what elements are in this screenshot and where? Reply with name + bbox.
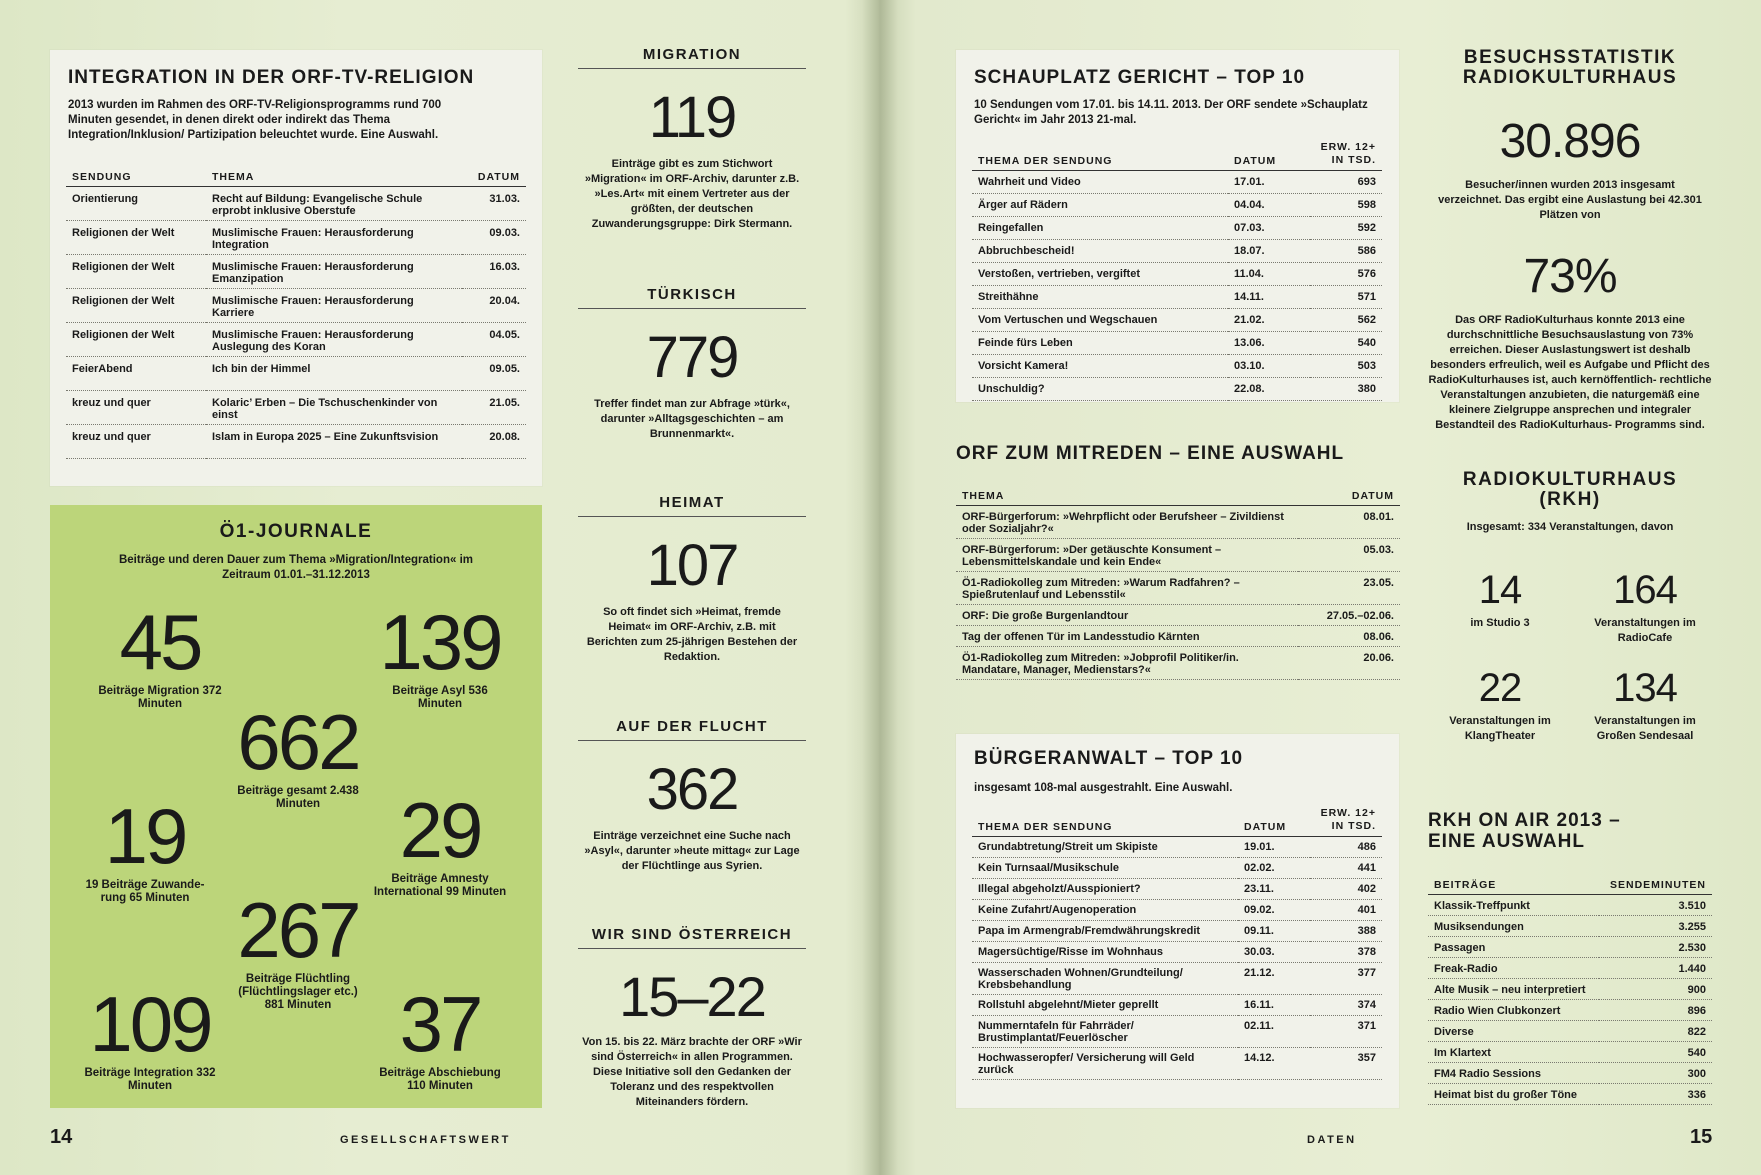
row-minutes: 1.440 [1599, 958, 1712, 979]
journale-intro: Beiträge und deren Dauer zum Thema »Migration/Integration« im Zeitraum 01.01.–31.12.2013 [118, 554, 473, 581]
journale-stat-label: Beiträge gesamt 2.438 Minuten [237, 785, 359, 810]
row-datum: 05.03. [1298, 539, 1400, 572]
table-row [972, 217, 1382, 240]
table-row [1428, 1063, 1712, 1084]
row-erw: 503 [1310, 355, 1382, 378]
table-row [972, 171, 1382, 194]
table-row [972, 355, 1382, 378]
row-datum: 09.11. [1238, 921, 1310, 942]
middle-value: 15–22 [619, 965, 765, 1028]
row-name: Heimat bist du großer Töne [1428, 1084, 1599, 1105]
journale-box [50, 505, 542, 1108]
row-erw: 576 [1310, 263, 1382, 286]
row-thema: Ärger auf Rädern [972, 194, 1228, 217]
col-thema: THEMA [956, 487, 1298, 506]
row-datum: 14.12. [1238, 1048, 1310, 1080]
row-datum: 20.06. [1298, 647, 1400, 680]
middle-text: Treffer findet man zur Abfrage »türk«, darunter »Alltagsgeschichten – am Brunnenmarkt«. [594, 398, 790, 440]
mitreden-title: ORF ZUM MITREDEN – EINE AUSWAHL [956, 443, 1345, 464]
row-datum: 18.07. [1228, 240, 1310, 263]
row-minutes: 3.255 [1599, 916, 1712, 937]
row-minutes: 900 [1599, 979, 1712, 1000]
left-footer-label: GESELLSCHAFTSWERT [340, 1134, 511, 1146]
row-erw: 598 [1310, 194, 1382, 217]
row-datum: 11.04. [1228, 263, 1310, 286]
middle-text: So oft findet sich »Heimat, fremde Heimat« im ORF-Archiv, z.B. mit Berichten zum 25-jährigen Bestehen der Redaktion. [586, 606, 798, 663]
row-minutes: 336 [1599, 1084, 1712, 1105]
book-gutter [862, 0, 898, 1175]
middle-value: 119 [648, 85, 736, 150]
besuch-title-2: RADIOKULTURHAUS [1462, 67, 1678, 88]
col-thema: THEMA [206, 168, 462, 187]
row-erw: 540 [1310, 332, 1382, 355]
rkh-stat [1440, 570, 1560, 631]
gericht-card [956, 50, 1399, 402]
table-row [66, 425, 526, 459]
besuch-text-2: Das ORF RadioKulturhaus konnte 2013 eine durchschnittliche Besuchsauslastung von 73% erreichen. Dieser Auslastungswert ist deshalb besonders erfreulich, weil es Aufgabe und Pflicht des RadioKulturhauses ist, auch kernöffentlich- rechtliche Veranstaltungen anzubieten, die naturgemäß eine kleinere Zielgruppe ansprechen und integraler Bestandteil des RadioKulturhaus- Programms sind. [1428, 314, 1712, 431]
row-name: Radio Wien Clubkonzert [1428, 1000, 1599, 1021]
rkh-stat [1440, 668, 1560, 744]
besuch-value-1: 30.896 [1499, 115, 1641, 168]
row-thema: Illegal abgeholzt/Ausspioniert? [972, 879, 1238, 900]
table-row [972, 286, 1382, 309]
journale-stat-label: 19 Beiträge Zuwande- rung 65 Minuten [85, 879, 205, 904]
row-thema: Grundabtretung/Streit um Skipiste [972, 837, 1238, 858]
journale-stat-label: Beiträge Flüchtling (Flüchtlingslager etc.) 881 Minuten [238, 973, 358, 1011]
middle-value: 107 [646, 533, 738, 598]
middle-section [578, 718, 806, 874]
besuch-title-1: BESUCHSSTATISTIK [1463, 47, 1677, 68]
middle-text: Einträge verzeichnet eine Suche nach »Asyl«, darunter »heute mittag« zur Lage der Flüchtlinge aus Syrien. [584, 830, 800, 872]
row-name: Diverse [1428, 1021, 1599, 1042]
table-row [972, 921, 1382, 942]
row-thema: Kein Turnsaal/Musikschule [972, 858, 1238, 879]
table-row [972, 995, 1382, 1016]
onair-table [1428, 876, 1712, 1105]
table-row [956, 572, 1400, 605]
middle-section [578, 46, 806, 232]
row-thema: Islam in Europa 2025 – Eine Zukunftsvision [206, 425, 462, 459]
row-name: Klassik-Treffpunkt [1428, 895, 1599, 916]
middle-heading: HEIMAT [578, 494, 806, 517]
middle-value: 779 [646, 325, 738, 390]
middle-heading: TÜRKISCH [578, 286, 806, 309]
row-erw: 693 [1310, 171, 1382, 194]
rkh-stat [1570, 668, 1720, 744]
table-row [972, 378, 1382, 401]
right-page-number: 15 [1690, 1126, 1713, 1148]
table-row [972, 1048, 1382, 1080]
row-datum: 09.03. [462, 221, 526, 255]
row-thema: Vom Vertuschen und Wegschauen [972, 309, 1228, 332]
row-minutes: 3.510 [1599, 895, 1712, 916]
row-erw: 357 [1310, 1048, 1382, 1080]
table-row [1428, 916, 1712, 937]
journale-stat [360, 598, 520, 711]
table-row [956, 506, 1400, 539]
rkh-stat-value: 134 [1613, 666, 1677, 710]
table-row [972, 858, 1382, 879]
row-sendung: Religionen der Welt [66, 323, 206, 357]
row-erw: 562 [1310, 309, 1382, 332]
row-datum: 16.11. [1238, 995, 1310, 1016]
row-datum: 14.11. [1228, 286, 1310, 309]
row-thema: Keine Zufahrt/Augenoperation [972, 900, 1238, 921]
rkh-title-1: RADIOKULTURHAUS [1462, 469, 1678, 490]
gericht-table [972, 138, 1382, 401]
row-datum: 22.08. [1228, 378, 1310, 401]
row-thema: Ö1-Radiokolleg zum Mitreden: »Jobprofil Politiker/in. Mandatare, Manager, Medienstars?« [956, 647, 1298, 680]
middle-section [578, 286, 806, 442]
journale-stat [360, 786, 520, 899]
row-datum: 17.01. [1228, 171, 1310, 194]
journale-stat-value: 662 [237, 698, 359, 786]
row-thema: Unschuldig? [972, 378, 1228, 401]
mitreden-table [956, 487, 1400, 680]
besuch-text-1: Besucher/innen wurden 2013 insgesamt verzeichnet. Das ergibt eine Auslastung bei 42.301 Plätzen von [1438, 179, 1702, 221]
journale-stat-value: 19 [104, 792, 186, 880]
row-erw: 401 [1310, 900, 1382, 921]
rkh-stat-label: Veranstaltungen im Großen Sendesaal [1594, 715, 1696, 742]
journale-stat [360, 980, 520, 1093]
journale-stat [65, 980, 235, 1093]
onair-title-1: RKH ON AIR 2013 – [1428, 810, 1621, 831]
row-datum: 08.06. [1298, 626, 1400, 647]
row-datum: 20.08. [462, 425, 526, 459]
rkh-stat-value: 14 [1478, 568, 1522, 612]
row-minutes: 896 [1599, 1000, 1712, 1021]
col-datum: DATUM [1228, 138, 1310, 171]
journale-stat-label: Beiträge Asyl 536 Minuten [392, 685, 488, 710]
row-erw: 486 [1310, 837, 1382, 858]
row-sendung: Religionen der Welt [66, 255, 206, 289]
row-datum: 04.04. [1228, 194, 1310, 217]
row-sendung: kreuz und quer [66, 425, 206, 459]
table-row [972, 263, 1382, 286]
row-minutes: 300 [1599, 1063, 1712, 1084]
table-row [972, 240, 1382, 263]
row-datum: 08.01. [1298, 506, 1400, 539]
row-datum: 02.02. [1238, 858, 1310, 879]
row-erw: 388 [1310, 921, 1382, 942]
row-datum: 21.05. [462, 391, 526, 425]
row-minutes: 540 [1599, 1042, 1712, 1063]
row-datum: 23.11. [1238, 879, 1310, 900]
buergeranwalt-table [972, 804, 1382, 1080]
table-row [972, 963, 1382, 995]
buergeranwalt-title: BÜRGERANWALT – TOP 10 [974, 748, 1244, 769]
rkh-stat-value: 164 [1613, 568, 1677, 612]
table-row [1428, 1021, 1712, 1042]
middle-text: Von 15. bis 22. März brachte der ORF »Wir sind Österreich« in allen Programmen. Diese Initiative soll den Gedanken der Toleranz und des respektvollen Miteinanders fördern. [582, 1036, 802, 1108]
journale-stat-value: 45 [119, 598, 201, 686]
row-thema: Rollstuhl abgelehnt/Mieter geprellt [972, 995, 1238, 1016]
row-sendung: FeierAbend [66, 357, 206, 391]
table-row [972, 879, 1382, 900]
row-thema: ORF: Die große Burgenlandtour [956, 605, 1298, 626]
col-datum: DATUM [462, 168, 526, 187]
row-thema: Abbruchbescheid! [972, 240, 1228, 263]
table-row [1428, 1042, 1712, 1063]
right-footer-label: DATEN [1307, 1134, 1357, 1146]
buergeranwalt-intro: insgesamt 108-mal ausgestrahlt. Eine Auswahl. [974, 782, 1233, 794]
table-row [1428, 895, 1712, 916]
row-thema: Tag der offenen Tür im Landesstudio Kärnten [956, 626, 1298, 647]
row-thema: Magersüchtige/Risse im Wohnhaus [972, 942, 1238, 963]
row-datum: 09.05. [462, 357, 526, 391]
besuch-value-2: 73% [1523, 250, 1617, 303]
journale-stat-label: Beiträge Integration 332 Minuten [84, 1067, 216, 1092]
table-row [972, 900, 1382, 921]
table-row [66, 221, 526, 255]
table-row [972, 194, 1382, 217]
journale-stat-label: Beiträge Abschiebung 110 Minuten [379, 1067, 501, 1092]
table-row [972, 1016, 1382, 1048]
table-row [1428, 1084, 1712, 1105]
row-thema: Vorsicht Kamera! [972, 355, 1228, 378]
row-thema: Papa im Armengrab/Fremdwährungskredit [972, 921, 1238, 942]
row-datum: 16.03. [462, 255, 526, 289]
table-row [1428, 937, 1712, 958]
col-sendeminuten: SENDEMINUTEN [1599, 876, 1712, 895]
col-thema-der-sendung: THEMA DER SENDUNG [972, 804, 1238, 837]
buergeranwalt-card [956, 734, 1399, 1108]
row-thema: ORF-Bürgerforum: »Der getäuschte Konsument – Lebensmittelskandale und kein Ende« [956, 539, 1298, 572]
row-datum: 02.11. [1238, 1016, 1310, 1048]
integration-table [66, 168, 526, 459]
table-row [956, 647, 1400, 680]
row-datum: 23.05. [1298, 572, 1400, 605]
middle-text: Einträge gibt es zum Stichwort »Migration« im ORF-Archiv, darunter z.B. »Les.Art« mit einem Vertreter aus der größten, der deutschen Zuwanderungsgruppe: Dirk Stermann. [584, 158, 800, 230]
col-datum: DATUM [1238, 804, 1310, 837]
col-erw: ERW. 12+ IN TSD. [1310, 804, 1382, 837]
integration-card [50, 50, 542, 486]
table-row [972, 837, 1382, 858]
middle-heading: AUF DER FLUCHT [578, 718, 806, 741]
integration-title: INTEGRATION IN DER ORF-TV-RELIGION [68, 67, 475, 88]
journale-stat-value: 139 [379, 598, 501, 686]
journale-stat-label: Beiträge Migration 372 Minuten [98, 685, 222, 710]
row-sendung: Orientierung [66, 187, 206, 221]
row-name: Freak-Radio [1428, 958, 1599, 979]
middle-value: 362 [646, 757, 738, 822]
table-row [972, 942, 1382, 963]
row-name: Musiksendungen [1428, 916, 1599, 937]
row-thema: Streithähne [972, 286, 1228, 309]
row-thema: Muslimische Frauen: Herausforderung Integration [206, 221, 462, 255]
row-thema: Wahrheit und Video [972, 171, 1228, 194]
gericht-intro: 10 Sendungen vom 17.01. bis 14.11. 2013. Der ORF sendete »Schauplatz Gericht« im Jahr 2013 21-mal. [974, 99, 1368, 126]
row-erw: 380 [1310, 378, 1382, 401]
row-thema: Muslimische Frauen: Herausforderung Auslegung des Koran [206, 323, 462, 357]
row-datum: 03.10. [1228, 355, 1310, 378]
row-minutes: 822 [1599, 1021, 1712, 1042]
col-datum: DATUM [1298, 487, 1400, 506]
middle-section [578, 926, 806, 1110]
row-erw: 371 [1310, 1016, 1382, 1048]
journale-stat [65, 792, 225, 905]
row-thema: Hochwasseropfer/ Versicherung will Geld zurück [972, 1048, 1238, 1080]
row-thema: Wasserschaden Wohnen/Grundteilung/ Krebsbehandlung [972, 963, 1238, 995]
row-erw: 402 [1310, 879, 1382, 900]
table-row [66, 357, 526, 391]
rkh-block [1425, 470, 1715, 535]
middle-heading: MIGRATION [578, 46, 806, 69]
row-datum: 07.03. [1228, 217, 1310, 240]
row-thema: Ich bin der Himmel [206, 357, 462, 391]
rkh-stat-label: Veranstaltungen im RadioCafe [1594, 617, 1696, 644]
row-sendung: kreuz und quer [66, 391, 206, 425]
row-name: FM4 Radio Sessions [1428, 1063, 1599, 1084]
row-datum: 04.05. [462, 323, 526, 357]
table-row [1428, 958, 1712, 979]
row-datum: 13.06. [1228, 332, 1310, 355]
row-datum: 21.02. [1228, 309, 1310, 332]
journale-stat-label: Beiträge Amnesty International 99 Minuten [373, 873, 507, 898]
journale-title: Ö1-JOURNALE [219, 521, 373, 542]
row-datum: 20.04. [462, 289, 526, 323]
row-minutes: 2.530 [1599, 937, 1712, 958]
journale-stat-value: 109 [89, 980, 211, 1068]
row-erw: 378 [1310, 942, 1382, 963]
row-thema: Muslimische Frauen: Herausforderung Emanzipation [206, 255, 462, 289]
row-erw: 571 [1310, 286, 1382, 309]
table-row [1428, 979, 1712, 1000]
table-row [956, 626, 1400, 647]
middle-heading: WIR SIND ÖSTERREICH [578, 926, 806, 949]
table-row [66, 323, 526, 357]
row-datum: 30.03. [1238, 942, 1310, 963]
row-datum: 27.05.–02.06. [1298, 605, 1400, 626]
table-row [956, 539, 1400, 572]
table-row [1428, 1000, 1712, 1021]
besuch-block [1425, 48, 1715, 433]
table-row [972, 309, 1382, 332]
col-sendung: SENDUNG [66, 168, 206, 187]
row-erw: 592 [1310, 217, 1382, 240]
row-thema: Recht auf Bildung: Evangelische Schule erprobt inklusive Oberstufe [206, 187, 462, 221]
row-datum: 21.12. [1238, 963, 1310, 995]
table-row [972, 332, 1382, 355]
journale-stat-value: 29 [399, 786, 481, 874]
row-thema: Reingefallen [972, 217, 1228, 240]
row-thema: Verstoßen, vertrieben, vergiftet [972, 263, 1228, 286]
rkh-intro: Insgesamt: 334 Veranstaltungen, davon [1466, 521, 1674, 533]
rkh-stat-label: Veranstaltungen im KlangTheater [1449, 715, 1551, 742]
rkh-title-2: (RKH) [1539, 489, 1601, 510]
col-beitraege: BEITRÄGE [1428, 876, 1599, 895]
journale-stat-value: 267 [237, 886, 359, 974]
table-row [66, 187, 526, 221]
integration-intro: 2013 wurden im Rahmen des ORF-TV-Religionsprogramms rund 700 Minuten gesendet, in denen direkt oder indirekt das Thema Integration/Inklusion/ Partizipation beleuchtet wurde. Eine Auswahl. [68, 99, 442, 141]
row-thema: Feinde fürs Leben [972, 332, 1228, 355]
row-erw: 374 [1310, 995, 1382, 1016]
rkh-stat-label: im Studio 3 [1470, 617, 1530, 629]
row-erw: 586 [1310, 240, 1382, 263]
col-thema-der-sendung: THEMA DER SENDUNG [972, 138, 1228, 171]
rkh-stat-value: 22 [1478, 666, 1522, 710]
row-name: Passagen [1428, 937, 1599, 958]
row-name: Alte Musik – neu interpretiert [1428, 979, 1599, 1000]
table-row [956, 605, 1400, 626]
rkh-stat [1570, 570, 1720, 646]
row-sendung: Religionen der Welt [66, 289, 206, 323]
row-name: Im Klartext [1428, 1042, 1599, 1063]
journale-stat [80, 598, 240, 711]
row-thema: ORF-Bürgerforum: »Wehrpflicht oder Berufsheer – Zivildienst oder Sozialjahr?« [956, 506, 1298, 539]
table-row [66, 391, 526, 425]
onair-title-2: EINE AUSWAHL [1428, 831, 1585, 852]
left-page-number: 14 [50, 1126, 73, 1148]
table-row [66, 289, 526, 323]
row-thema: Ö1-Radiokolleg zum Mitreden: »Warum Radfahren? – Spießrutenlauf und Lebensstil« [956, 572, 1298, 605]
row-thema: Muslimische Frauen: Herausforderung Karriere [206, 289, 462, 323]
row-thema: Nummerntafeln für Fahrräder/ Brustimplantat/Feuerlöscher [972, 1016, 1238, 1048]
row-erw: 441 [1310, 858, 1382, 879]
row-sendung: Religionen der Welt [66, 221, 206, 255]
row-datum: 19.01. [1238, 837, 1310, 858]
row-thema: Kolaric’ Erben – Die Tschuschenkinder von einst [206, 391, 462, 425]
row-erw: 377 [1310, 963, 1382, 995]
journale-stat-value: 37 [399, 980, 481, 1068]
row-datum: 09.02. [1238, 900, 1310, 921]
row-datum: 31.03. [462, 187, 526, 221]
col-erw: ERW. 12+ IN TSD. [1310, 138, 1382, 171]
middle-section [578, 494, 806, 665]
gericht-title: SCHAUPLATZ GERICHT – TOP 10 [974, 67, 1306, 88]
table-row [66, 255, 526, 289]
